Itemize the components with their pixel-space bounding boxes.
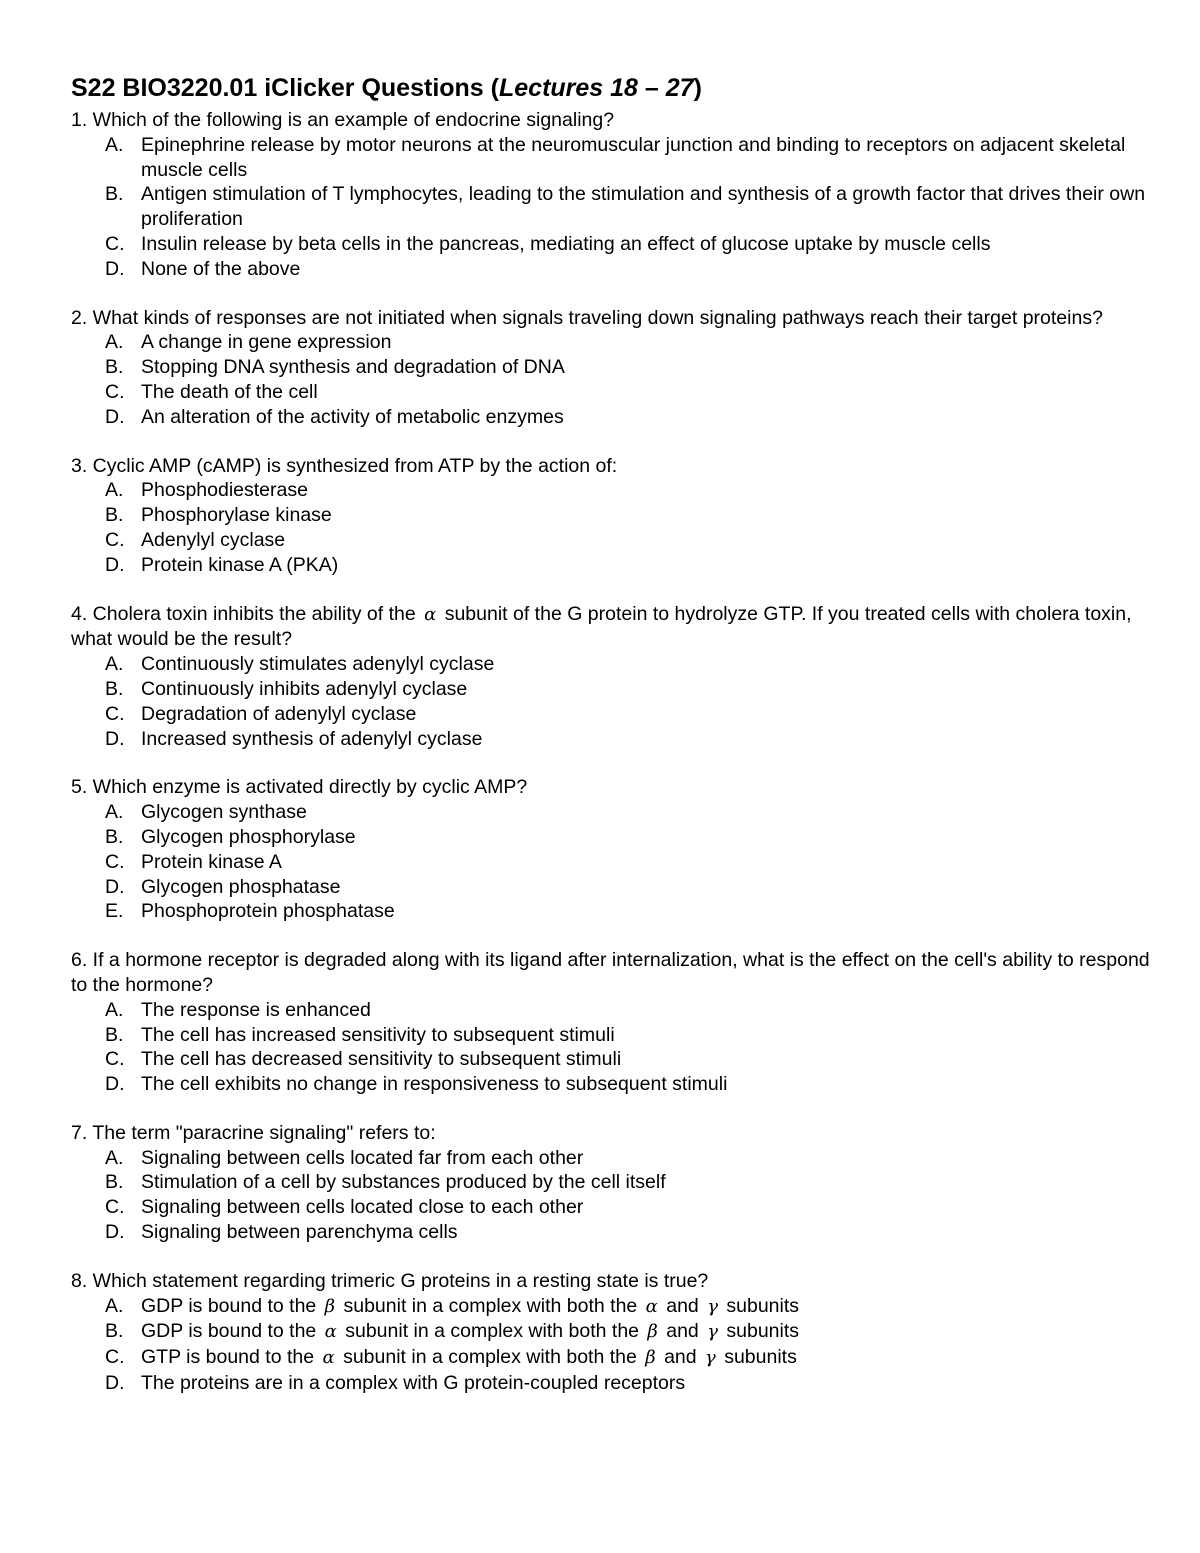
option-text: Phosphoprotein phosphatase <box>141 900 395 923</box>
question-2 <box>71 306 1151 430</box>
answer-option <box>71 1319 1151 1345</box>
option-text: The proteins are in a complex with G protein-coupled receptors <box>141 1372 686 1395</box>
answer-option <box>71 528 1151 553</box>
answer-option <box>71 182 1151 232</box>
option-text: GDP is bound to the β subunit in a complex with both the α and γ subunits <box>141 1294 800 1317</box>
answer-option <box>71 800 1151 825</box>
option-letter: B. <box>105 1320 124 1343</box>
answer-option <box>71 478 1151 503</box>
title-lectures: Lectures 18 – 27 <box>498 74 694 102</box>
option-text: Stopping DNA synthesis and degradation of DNA <box>141 356 565 379</box>
option-letter: D. <box>105 727 125 750</box>
option-text: The cell has increased sensitivity to subsequent stimuli <box>141 1023 615 1046</box>
option-letter: C. <box>105 1196 125 1219</box>
question-text: 7. The term "paracrine signaling" refers to: <box>71 1121 436 1144</box>
answer-option <box>71 1023 1151 1048</box>
gamma-symbol: γ <box>707 1321 718 1343</box>
answer-options <box>71 652 1151 751</box>
alpha-symbol: α <box>324 1321 337 1343</box>
option-letter: A. <box>105 801 124 824</box>
answer-option <box>71 998 1151 1023</box>
question-1 <box>71 108 1151 282</box>
option-letter: C. <box>105 380 125 403</box>
title-suffix: ) <box>693 74 702 102</box>
gamma-symbol: γ <box>705 1347 716 1369</box>
answer-option <box>71 1047 1151 1072</box>
answer-option <box>71 355 1151 380</box>
answer-option <box>71 1072 1151 1097</box>
option-letter: C. <box>105 850 125 873</box>
option-letter: B. <box>105 825 124 848</box>
answer-options <box>71 133 1151 282</box>
answer-option <box>71 330 1151 355</box>
option-letter: D. <box>105 257 125 280</box>
option-text: Glycogen phosphorylase <box>141 825 356 848</box>
option-letter: A. <box>105 133 124 156</box>
answer-option <box>71 553 1151 578</box>
answer-option <box>71 1195 1151 1220</box>
option-letter: E. <box>105 900 124 923</box>
option-letter: D. <box>105 875 125 898</box>
option-letter: D. <box>105 1221 125 1244</box>
answer-option <box>71 1345 1151 1371</box>
question-6 <box>71 948 1151 1097</box>
answer-option <box>71 133 1151 183</box>
option-text: Insulin release by beta cells in the pancreas, mediating an effect of glucose uptake by muscle cells <box>141 232 991 255</box>
option-letter: B. <box>105 1171 124 1194</box>
option-text: Degradation of adenylyl cyclase <box>141 702 417 725</box>
option-text: Signaling between parenchyma cells <box>141 1221 458 1244</box>
option-text: Phosphorylase kinase <box>141 504 332 527</box>
answer-option <box>71 1170 1151 1195</box>
option-text: Increased synthesis of adenylyl cyclase <box>141 727 483 750</box>
answer-option <box>71 899 1151 924</box>
option-letter: B. <box>105 356 124 379</box>
answer-options <box>71 998 1151 1097</box>
answer-option <box>71 677 1151 702</box>
option-text: GDP is bound to the α subunit in a complex with both the β and γ subunits <box>141 1320 800 1343</box>
option-letter: C. <box>105 528 125 551</box>
alpha-symbol: α <box>322 1347 335 1369</box>
option-text: Signaling between cells located far from each other <box>141 1146 584 1169</box>
answer-option <box>71 652 1151 677</box>
beta-symbol: β <box>324 1295 336 1317</box>
option-text: The cell has decreased sensitivity to subsequent stimuli <box>141 1048 622 1071</box>
answer-option <box>71 405 1151 430</box>
option-text: Protein kinase A <box>141 850 282 873</box>
option-text: Antigen stimulation of T lymphocytes, leading to the stimulation and synthesis of a growth factor that drives their own proliferation <box>141 183 1146 231</box>
option-letter: D. <box>105 1372 125 1395</box>
option-text: The response is enhanced <box>141 998 371 1021</box>
option-letter: C. <box>105 1048 125 1071</box>
option-text: Continuously stimulates adenylyl cyclase <box>141 653 495 676</box>
option-text: An alteration of the activity of metabolic enzymes <box>141 405 564 428</box>
option-text: The cell exhibits no change in responsiveness to subsequent stimuli <box>141 1073 728 1096</box>
beta-symbol: β <box>647 1321 658 1343</box>
question-text: 1. Which of the following is an example of endocrine signaling? <box>71 109 615 131</box>
question-text: 3. Cyclic AMP (cAMP) is synthesized from ATP by the action of: <box>71 454 618 477</box>
option-text: Signaling between cells located close to each other <box>141 1196 584 1219</box>
question-7 <box>71 1121 1151 1245</box>
document-page <box>71 70 1151 1396</box>
option-text: None of the above <box>141 257 301 280</box>
option-letter: B. <box>105 504 124 527</box>
answer-option <box>71 727 1151 752</box>
option-letter: C. <box>105 702 125 725</box>
option-text: Epinephrine release by motor neurons at the neuromuscular junction and binding to receptors on adjacent skeletal muscle cells <box>141 133 1126 181</box>
option-letter: B. <box>105 677 124 700</box>
question-text: 8. Which statement regarding trimeric G proteins in a resting state is true? <box>71 1269 709 1292</box>
answer-option <box>71 1220 1151 1245</box>
option-text: The death of the cell <box>141 380 318 403</box>
option-text: Glycogen phosphatase <box>141 875 341 898</box>
question-text: 2. What kinds of responses are not initiated when signals traveling down signaling pathways reach their target proteins? <box>71 306 1103 329</box>
option-text: Adenylyl cyclase <box>141 528 286 551</box>
option-text: GTP is bound to the α subunit in a complex with both the β and γ subunits <box>141 1346 797 1369</box>
answer-option <box>71 875 1151 900</box>
alpha-symbol: α <box>645 1295 658 1317</box>
option-text: Continuously inhibits adenylyl cyclase <box>141 677 468 700</box>
option-letter: A. <box>105 1146 124 1169</box>
option-text: Protein kinase A (PKA) <box>141 553 339 576</box>
answer-options <box>71 478 1151 577</box>
question-text: 4. Cholera toxin inhibits the ability of the α subunit of the G protein to hydrolyze GTP. If you treated cells with cholera toxin, what would be the result? <box>71 602 1132 651</box>
answer-option <box>71 1146 1151 1171</box>
question-4 <box>71 602 1151 752</box>
answer-option <box>71 1294 1151 1320</box>
option-letter: C. <box>105 232 125 255</box>
question-text: 5. Which enzyme is activated directly by cyclic AMP? <box>71 776 528 799</box>
option-text: Stimulation of a cell by substances produced by the cell itself <box>141 1171 666 1194</box>
option-letter: C. <box>105 1346 125 1369</box>
answer-option <box>71 702 1151 727</box>
option-letter: D. <box>105 1073 125 1096</box>
answer-options <box>71 330 1151 429</box>
option-letter: A. <box>105 653 124 676</box>
answer-option <box>71 825 1151 850</box>
option-letter: B. <box>105 183 124 206</box>
answer-option <box>71 232 1151 257</box>
question-8 <box>71 1269 1151 1396</box>
answer-options <box>71 1294 1151 1396</box>
option-letter: A. <box>105 998 124 1021</box>
answer-option <box>71 380 1151 405</box>
option-letter: D. <box>105 553 125 576</box>
option-letter: A. <box>105 1294 124 1317</box>
alpha-symbol: α <box>424 603 437 625</box>
option-letter: D. <box>105 405 125 428</box>
question-text: 6. If a hormone receptor is degraded along with its ligand after internalization, what is the effect on the cell's ability to respond to the hormone? <box>71 949 1150 996</box>
answer-options <box>71 1146 1151 1245</box>
question-3 <box>71 454 1151 578</box>
gamma-symbol: γ <box>707 1295 718 1317</box>
option-letter: B. <box>105 1023 124 1046</box>
answer-options <box>71 800 1151 924</box>
question-list <box>71 108 1151 1396</box>
document-title <box>71 70 1151 106</box>
option-text: Glycogen synthase <box>141 801 307 824</box>
answer-option <box>71 503 1151 528</box>
beta-symbol: β <box>645 1347 656 1369</box>
option-text: A change in gene expression <box>141 331 392 354</box>
option-text: Phosphodiesterase <box>141 479 308 502</box>
question-5 <box>71 775 1151 924</box>
answer-option <box>71 257 1151 282</box>
answer-option <box>71 850 1151 875</box>
answer-option <box>71 1371 1151 1396</box>
title-prefix: S22 BIO3220.01 iClicker Questions ( <box>71 74 499 102</box>
option-letter: A. <box>105 479 124 502</box>
option-letter: A. <box>105 331 124 354</box>
